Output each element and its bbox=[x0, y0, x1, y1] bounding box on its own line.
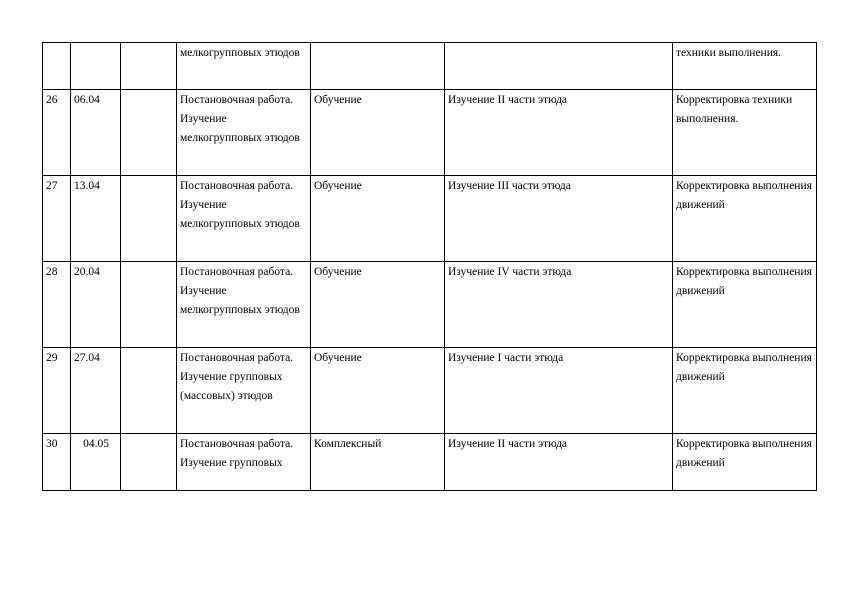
empty-cell bbox=[121, 434, 177, 491]
row-number-cell: 28 bbox=[43, 262, 71, 348]
row-number-cell: 29 bbox=[43, 348, 71, 434]
date-cell: 06.04 bbox=[71, 90, 121, 176]
content-cell: Изучение IV части этюда bbox=[445, 262, 673, 348]
topic-cell: Постановочная работа. Изучение групповых (массовых) этюдов bbox=[177, 348, 311, 434]
schedule-table bbox=[42, 42, 817, 491]
content-cell: Изучение II части этюда bbox=[445, 434, 673, 491]
date-cell bbox=[71, 43, 121, 90]
table-row bbox=[43, 348, 817, 434]
topic-cell: Постановочная работа. Изучение мелкогрупповых этюдов bbox=[177, 90, 311, 176]
empty-cell bbox=[121, 262, 177, 348]
row-number-cell: 27 bbox=[43, 176, 71, 262]
control-form-cell: Корректировка техники выполнения. bbox=[673, 90, 817, 176]
lesson-type-cell: Обучение bbox=[311, 90, 445, 176]
topic-cell: Постановочная работа. Изучение мелкогрупповых этюдов bbox=[177, 176, 311, 262]
row-number-cell: 30 bbox=[43, 434, 71, 491]
content-cell: Изучение II части этюда bbox=[445, 90, 673, 176]
control-form-cell: Корректировка выполнения движений bbox=[673, 348, 817, 434]
lesson-type-cell: Комплексный bbox=[311, 434, 445, 491]
control-form-cell: Корректировка выполнения движений bbox=[673, 434, 817, 491]
content-cell: Изучение III части этюда bbox=[445, 176, 673, 262]
control-form-cell: Корректировка выполнения движений bbox=[673, 262, 817, 348]
lesson-type-cell: Обучение bbox=[311, 262, 445, 348]
topic-cell: мелкогрупповых этюдов bbox=[177, 43, 311, 90]
table-row bbox=[43, 176, 817, 262]
table-row bbox=[43, 262, 817, 348]
empty-cell bbox=[121, 43, 177, 90]
empty-cell bbox=[121, 176, 177, 262]
row-number-cell: 26 bbox=[43, 90, 71, 176]
date-cell: 13.04 bbox=[71, 176, 121, 262]
content-cell: Изучение I части этюда bbox=[445, 348, 673, 434]
empty-cell bbox=[121, 348, 177, 434]
date-cell: 20.04 bbox=[71, 262, 121, 348]
table-row bbox=[43, 90, 817, 176]
content-cell bbox=[445, 43, 673, 90]
control-form-cell: техники выполнения. bbox=[673, 43, 817, 90]
date-cell: 04.05 bbox=[71, 434, 121, 491]
control-form-cell: Корректировка выполнения движений bbox=[673, 176, 817, 262]
topic-cell: Постановочная работа. Изучение мелкогрупповых этюдов bbox=[177, 262, 311, 348]
table-row bbox=[43, 434, 817, 491]
date-cell: 27.04 bbox=[71, 348, 121, 434]
row-number-cell bbox=[43, 43, 71, 90]
table-row bbox=[43, 43, 817, 90]
empty-cell bbox=[121, 90, 177, 176]
lesson-type-cell bbox=[311, 43, 445, 90]
lesson-type-cell: Обучение bbox=[311, 348, 445, 434]
lesson-type-cell: Обучение bbox=[311, 176, 445, 262]
topic-cell: Постановочная работа. Изучение групповых bbox=[177, 434, 311, 491]
